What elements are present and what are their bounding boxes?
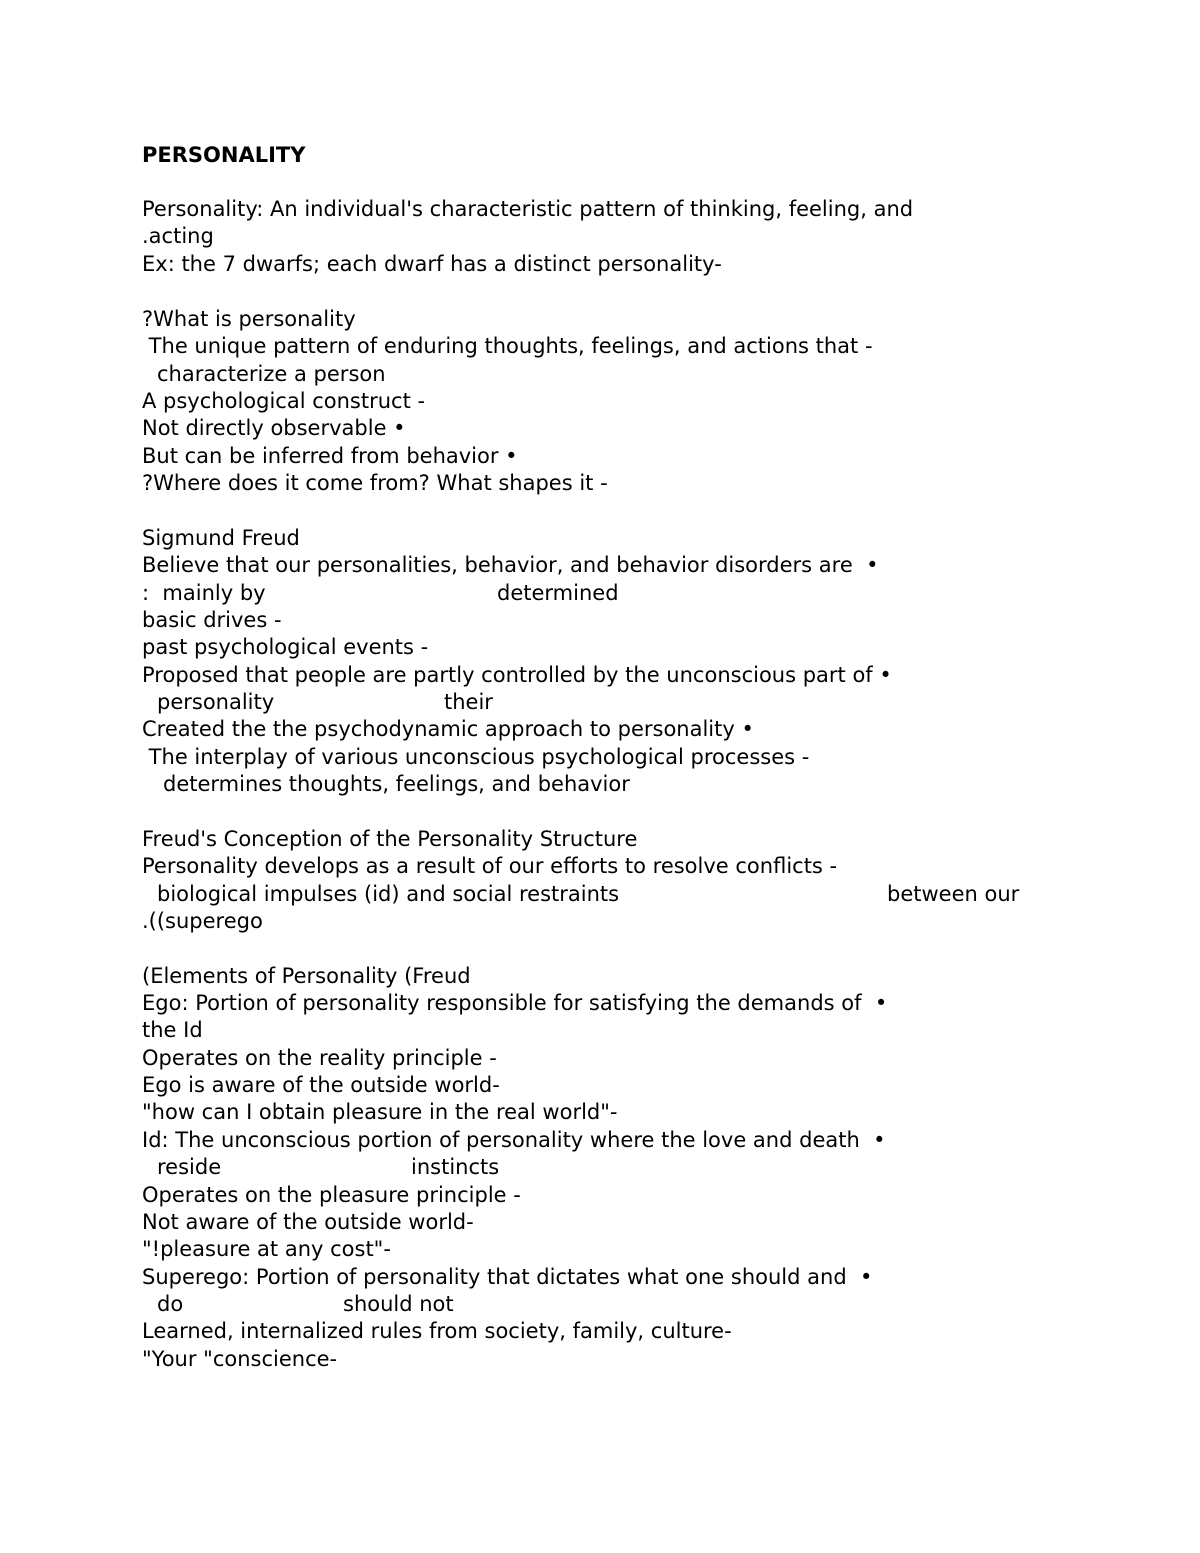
text-line: But can be inferred from behavior • [142,444,518,468]
text-line: Not aware of the outside world- [142,1210,474,1234]
text-line: Ego is aware of the outside world- [142,1073,500,1097]
text-line: Learned, internalized rules from society, family, culture- [142,1319,732,1343]
text-line: ?What is personality [142,307,356,331]
section-heading: Freud's Conception of the Personality Structure [142,827,638,851]
text-line: Operates on the pleasure principle - [142,1183,521,1207]
text-line: Personality: An individual's characteristic pattern of thinking, feeling, and [142,197,914,221]
text-line: .acting [142,224,214,248]
text-line: Not directly observable • [142,416,406,440]
text-fragment: determined [497,581,619,605]
text-line: determines thoughts, feelings, and behavior [163,772,630,796]
text-line: Personality develops as a result of our efforts to resolve conflicts - [142,854,838,878]
text-line: past psychological events - [142,635,429,659]
text-fragment: should not [343,1292,454,1316]
section-heading: (Elements of Personality (Freud [142,964,471,988]
section-heading: Sigmund Freud [142,526,300,550]
text-line: The interplay of various unconscious psychological processes - [142,745,810,769]
text-line: the Id [142,1018,203,1042]
text-fragment: instincts [411,1155,500,1179]
text-line: Id: The unconscious portion of personality where the love and death • [142,1128,886,1152]
text-line: : mainly by [142,581,266,605]
text-line: The unique pattern of enduring thoughts, feelings, and actions that - [142,334,873,358]
text-line: Superego: Portion of personality that dictates what one should and • [142,1265,873,1289]
text-line: Proposed that people are partly controlled by the unconscious part of • [142,663,892,687]
text-line: personality [157,690,275,714]
text-line: biological impulses (id) and social restraints [157,882,620,906]
document-title: PERSONALITY [142,143,306,167]
text-line: .((superego [142,909,263,933]
text-line: Believe that our personalities, behavior, and behavior disorders are • [142,553,879,577]
text-line: characterize a person [157,362,386,386]
text-line: A psychological construct - [142,389,426,413]
text-line: "!pleasure at any cost"- [142,1237,391,1261]
text-line: "how can I obtain pleasure in the real world"- [142,1100,618,1124]
text-line: Operates on the reality principle - [142,1046,497,1070]
text-line: "Your "conscience- [142,1347,338,1371]
text-line: basic drives - [142,608,282,632]
text-line: ?Where does it come from? What shapes it - [142,471,608,495]
text-line: do [157,1292,184,1316]
text-line: Ego: Portion of personality responsible for satisfying the demands of • [142,991,888,1015]
text-line: Created the the psychodynamic approach to personality • [142,717,754,741]
text-fragment: their [444,690,493,714]
text-fragment: between our [887,882,1020,906]
text-line: Ex: the 7 dwarfs; each dwarf has a distinct personality- [142,252,722,276]
text-line: reside [157,1155,222,1179]
